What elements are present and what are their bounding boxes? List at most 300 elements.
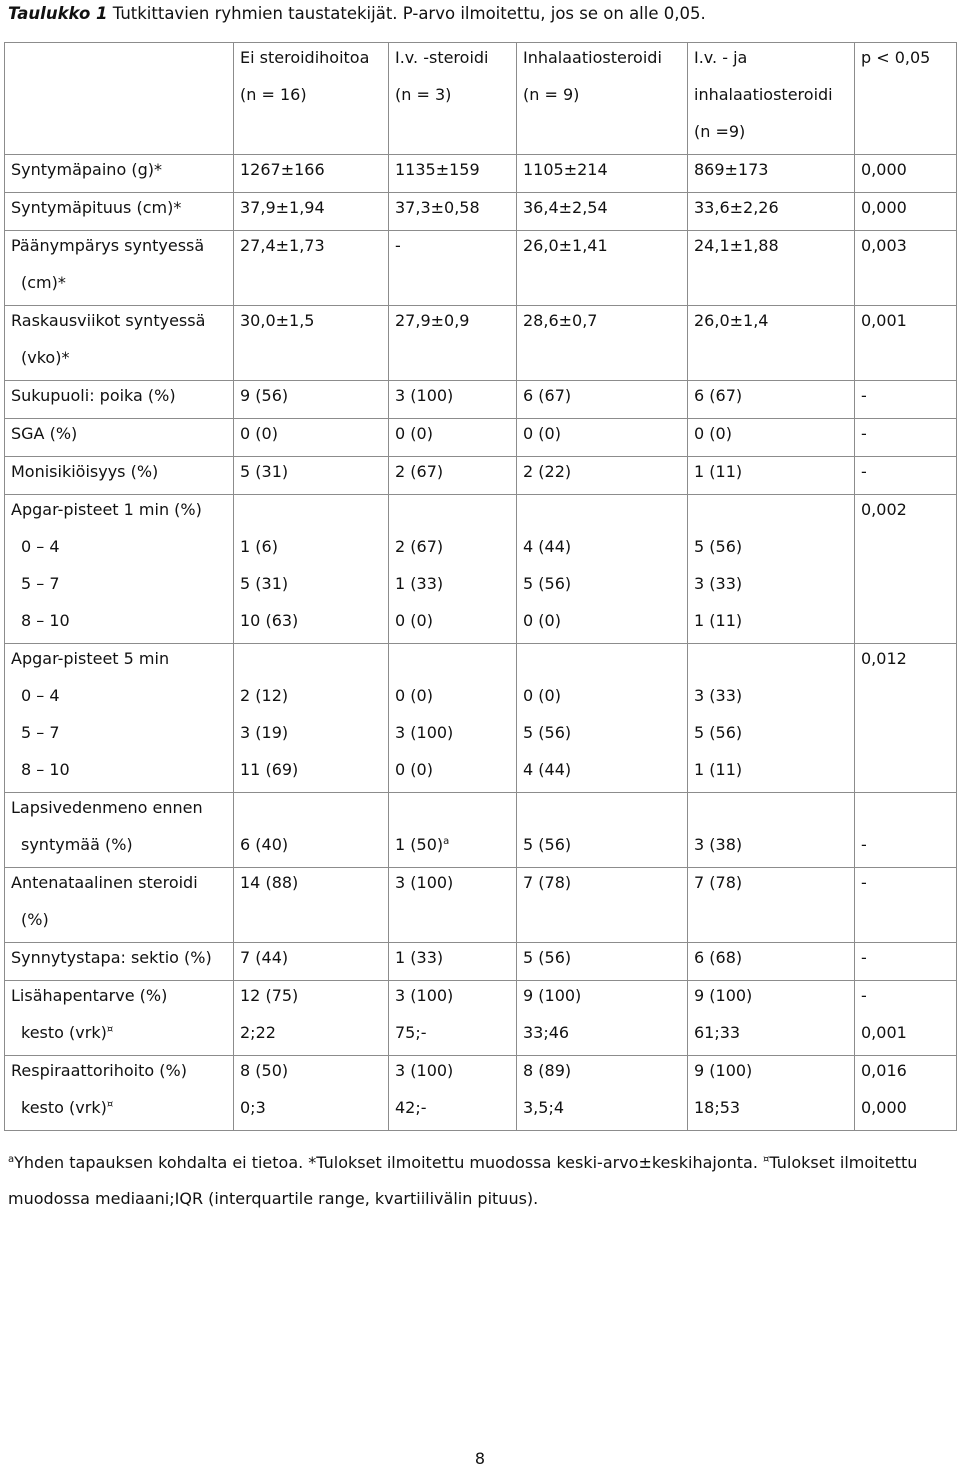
cell-value: 2 (22) [523,462,572,481]
cell-text [861,193,956,230]
table-row [5,155,957,193]
inhaled-steroid-cell [517,495,688,644]
cell-value: 5 (56) [523,948,572,967]
row-label-cell [5,1056,234,1131]
cell-text [11,193,233,230]
cell-text [11,231,233,268]
cell-text [395,830,516,867]
header-text: (n = 3) [395,85,452,104]
row-label-cell [5,644,234,793]
cell-value: 0,001 [861,1023,907,1042]
iv-and-inhaled-cell [688,306,855,381]
cell-text [694,419,854,456]
cell-value: - [861,873,867,892]
footnote-text: Yhden tapauksen kohdalta ei tietoa. *Tulokset ilmoitettu muodossa keski-arvo±keskihajonta. [14,1153,764,1172]
cell-text [240,457,388,494]
p-value-cell [855,155,957,193]
cell-value: (cm)* [21,273,66,292]
cell-value: 4 (44) [523,537,572,556]
p-value-cell [855,193,957,231]
cell-text [240,1093,388,1130]
cell-text [395,306,516,343]
cell-text [861,381,956,418]
cell-text [694,718,854,755]
iv-and-inhaled-cell [688,419,855,457]
cell-text [861,457,956,494]
iv-and-inhaled-cell [688,231,855,306]
iv-and-inhaled-cell [688,457,855,495]
table-row [5,495,957,644]
no-steroid-cell [234,495,389,644]
p-value-cell [855,793,957,868]
cell-value: 4 (44) [523,760,572,779]
cell-value: Päänympärys syntyessä [11,236,205,255]
cell-value: (vko)* [21,348,70,367]
cell-text [861,231,956,268]
no-steroid-cell [234,419,389,457]
row-label-cell [5,868,234,943]
row-label-cell [5,419,234,457]
p-value-cell [855,868,957,943]
cell-value: 6 (67) [523,386,572,405]
iv-steroid-cell [389,1056,517,1131]
no-steroid-cell [234,1056,389,1131]
cell-value: 1 (11) [694,611,743,630]
iv-steroid-cell [389,306,517,381]
cell-value: 5 (56) [523,574,572,593]
inhaled-steroid-cell [517,943,688,981]
cell-value: 869±173 [694,160,769,179]
cell-text [395,457,516,494]
cell-text [11,718,233,755]
cell-text [694,457,854,494]
iv-and-inhaled-cell [688,981,855,1056]
cell-value: 1 (33) [395,948,444,967]
cell-text [523,1093,687,1130]
inhaled-steroid-cell [517,457,688,495]
footnote-marker: ¤ [763,1154,770,1165]
cell-value: - [861,948,867,967]
cell-value: 7 (78) [523,873,572,892]
footnote-text: Tulokset ilmoitettu [769,1153,918,1172]
cell-text [694,830,854,867]
cell-text [861,830,956,867]
iv-steroid-cell [389,419,517,457]
header-col-p-value [855,43,957,155]
cell-value: 2;22 [240,1023,276,1042]
cell-value: - [861,424,867,443]
cell-value: 1135±159 [395,160,480,179]
cell-text [523,755,687,792]
cell-value: 1 (6) [240,537,278,556]
cell-text [395,644,516,681]
cell-text [523,644,687,681]
cell-text [694,381,854,418]
cell-text [523,381,687,418]
cell-text [395,569,516,606]
cell-text [240,231,388,268]
cell-value: 1 (50) [395,835,444,854]
iv-steroid-cell [389,155,517,193]
no-steroid-cell [234,868,389,943]
cell-text [11,495,233,532]
row-label-cell [5,495,234,644]
cell-text [694,532,854,569]
header-text: Ei steroidihoitoa [240,48,370,67]
cell-text [11,1018,233,1055]
header-text: (n =9) [694,122,746,141]
row-label-cell [5,193,234,231]
iv-steroid-cell [389,231,517,306]
cell-text [240,718,388,755]
iv-and-inhaled-cell [688,381,855,419]
cell-text [240,868,388,905]
cell-value: 3 (100) [395,873,454,892]
header-col-inhaled-steroid [517,43,688,155]
cell-text [11,569,233,606]
cell-value: (%) [21,910,49,929]
cell-value: 27,9±0,9 [395,311,470,330]
cell-text [11,868,233,905]
cell-value: Apgar-pisteet 5 min [11,649,170,668]
table-row [5,306,957,381]
header-text: I.v. - ja [694,48,748,67]
table-row [5,943,957,981]
cell-text [523,606,687,643]
cell-text [395,193,516,230]
cell-text [11,606,233,643]
row-label-cell [5,793,234,868]
footnote-marker: a [8,1154,15,1165]
header-text: I.v. -steroidi [395,48,489,67]
cell-value: Syntymäpituus (cm)* [11,198,182,217]
cell-value: 3 (100) [395,386,454,405]
cell-text [11,155,233,192]
cell-text [523,155,687,192]
inhaled-steroid-cell [517,306,688,381]
table-row [5,644,957,793]
cell-text [523,306,687,343]
cell-value: 1 (11) [694,760,743,779]
inhaled-steroid-cell [517,155,688,193]
cell-value: 1 (11) [694,462,743,481]
cell-value: 0,016 [861,1061,907,1080]
cell-text [240,606,388,643]
cell-text [240,306,388,343]
cell-value: 18;53 [694,1098,741,1117]
cell-text [694,495,854,532]
cell-value: 5 (56) [694,537,743,556]
inhaled-steroid-cell [517,793,688,868]
cell-text [694,981,854,1018]
inhaled-steroid-cell [517,193,688,231]
no-steroid-cell [234,193,389,231]
p-value-cell [855,644,957,793]
cell-value: 8 (89) [523,1061,572,1080]
cell-text [240,495,388,532]
table-footnote [8,1145,917,1217]
cell-value: 0,000 [861,160,907,179]
cell-text [11,830,233,867]
cell-text [694,1056,854,1093]
cell-text [694,306,854,343]
caption-text: Tutkittavien ryhmien taustatekijät. P-arvo ilmoitettu, jos se on alle 0,05. [107,4,706,23]
cell-text [523,231,687,268]
cell-text [11,1093,233,1130]
cell-text [395,718,516,755]
iv-steroid-cell [389,943,517,981]
cell-text [11,306,233,343]
header-text: inhalaatiosteroidi [694,85,833,104]
cell-value: 5 – 7 [21,574,60,593]
cell-text [523,793,687,830]
cell-value: 7 (78) [694,873,743,892]
cell-value: 0 (0) [395,686,433,705]
cell-value: Sukupuoli: poika (%) [11,386,176,405]
p-value-cell [855,419,957,457]
no-steroid-cell [234,306,389,381]
cell-text [694,943,854,980]
cell-text [523,943,687,980]
no-steroid-cell [234,381,389,419]
no-steroid-cell [234,981,389,1056]
cell-text [395,419,516,456]
cell-text [11,943,233,980]
table-row [5,419,957,457]
cell-text [861,644,956,681]
cell-value: - [861,835,867,854]
p-value-cell [855,981,957,1056]
cell-text [11,1056,233,1093]
iv-and-inhaled-cell [688,943,855,981]
cell-value: 0,012 [861,649,907,668]
cell-value: 42;- [395,1098,427,1117]
cell-value: 0 (0) [395,611,433,630]
cell-text [395,681,516,718]
cell-value: 5 (56) [523,835,572,854]
cell-value: 28,6±0,7 [523,311,598,330]
table-row [5,1056,957,1131]
p-value-cell [855,943,957,981]
footnote-marker: a [443,836,450,847]
cell-value: Monisikiöisyys (%) [11,462,159,481]
cell-value: 0,002 [861,500,907,519]
cell-text [523,718,687,755]
table-row [5,981,957,1056]
cell-text [11,644,233,681]
cell-text [523,532,687,569]
cell-value: 6 (68) [694,948,743,967]
cell-text [240,830,388,867]
cell-text [861,793,956,830]
cell-value: 6 (40) [240,835,289,854]
cell-value: 0 (0) [523,686,561,705]
cell-value: 1105±214 [523,160,608,179]
cell-text [240,155,388,192]
inhaled-steroid-cell [517,644,688,793]
inhaled-steroid-cell [517,231,688,306]
table-row [5,193,957,231]
inhaled-steroid-cell [517,381,688,419]
caption-label: Taulukko 1 [8,4,108,23]
cell-text [395,495,516,532]
cell-value: 26,0±1,41 [523,236,608,255]
cell-value: 8 (50) [240,1061,289,1080]
cell-text [395,868,516,905]
cell-text [11,793,233,830]
cell-value: 0 (0) [694,424,732,443]
iv-and-inhaled-cell [688,155,855,193]
cell-text [694,1093,854,1130]
cell-text [523,1056,687,1093]
cell-text [694,868,854,905]
cell-value: 30,0±1,5 [240,311,315,330]
cell-value: 0 (0) [523,611,561,630]
cell-text [240,943,388,980]
cell-value: Syntymäpaino (g)* [11,160,162,179]
cell-text [861,1093,956,1130]
footnote-line-1 [8,1145,917,1181]
cell-text [861,1056,956,1093]
cell-text [523,457,687,494]
cell-text [240,381,388,418]
cell-text [240,644,388,681]
table-row [5,457,957,495]
cell-text [395,1056,516,1093]
cell-text [240,532,388,569]
cell-value: 10 (63) [240,611,299,630]
cell-value: 9 (56) [240,386,289,405]
cell-text [523,419,687,456]
cell-text [240,681,388,718]
footnote-marker: ¤ [106,1024,114,1035]
cell-text [11,381,233,418]
cell-text [11,457,233,494]
cell-text [11,981,233,1018]
cell-text [240,793,388,830]
cell-text [861,1018,956,1055]
footnote-marker: ¤ [106,1099,114,1110]
table-row [5,231,957,306]
cell-text [861,155,956,192]
cell-text [861,419,956,456]
cell-text [694,155,854,192]
cell-text [395,155,516,192]
no-steroid-cell [234,943,389,981]
cell-value: 26,0±1,4 [694,311,769,330]
no-steroid-cell [234,793,389,868]
p-value-cell [855,495,957,644]
cell-text [523,193,687,230]
iv-and-inhaled-cell [688,495,855,644]
background-table [4,42,957,1131]
inhaled-steroid-cell [517,1056,688,1131]
cell-text [861,306,956,343]
page-number: 8 [474,1449,486,1468]
cell-text [395,793,516,830]
header-row [5,43,957,155]
cell-value: - [861,386,867,405]
iv-steroid-cell [389,381,517,419]
table-row [5,793,957,868]
iv-steroid-cell [389,193,517,231]
cell-value: 12 (75) [240,986,299,1005]
cell-text [694,1018,854,1055]
header-col-iv-steroid [389,43,517,155]
cell-value: 8 – 10 [21,760,70,779]
cell-text [240,569,388,606]
cell-text [694,755,854,792]
cell-text [240,981,388,1018]
header-col-iv-and-inhaled [688,43,855,155]
cell-value: 1 (33) [395,574,444,593]
header-col-no-steroid [234,43,389,155]
cell-value: 0 (0) [395,760,433,779]
inhaled-steroid-cell [517,419,688,457]
cell-value: 5 (56) [694,723,743,742]
p-value-cell [855,381,957,419]
cell-text [694,193,854,230]
p-value-cell [855,1056,957,1131]
cell-text [395,532,516,569]
cell-text [11,268,233,305]
cell-value: 37,3±0,58 [395,198,480,217]
cell-text [523,495,687,532]
iv-and-inhaled-cell [688,193,855,231]
cell-value: 0 (0) [523,424,561,443]
cell-value: 0 (0) [395,424,433,443]
cell-value: - [861,986,867,1005]
header-text: (n = 16) [240,85,307,104]
cell-value: 5 – 7 [21,723,60,742]
cell-text [523,681,687,718]
cell-text [395,755,516,792]
footnote-line-2: muodossa mediaani;IQR (interquartile range, kvartiilivälin pituus). [8,1189,539,1208]
cell-value: - [861,462,867,481]
cell-text [11,343,233,380]
header-text: Inhalaatiosteroidi [523,48,662,67]
cell-text [694,231,854,268]
cell-value: 5 (56) [523,723,572,742]
cell-value: kesto (vrk) [21,1023,107,1042]
cell-text [694,569,854,606]
cell-text [240,1018,388,1055]
cell-value: kesto (vrk) [21,1098,107,1117]
cell-value: 14 (88) [240,873,299,892]
row-label-cell [5,231,234,306]
cell-value: Lisähapentarve (%) [11,986,168,1005]
inhaled-steroid-cell [517,981,688,1056]
row-label-cell [5,457,234,495]
inhaled-steroid-cell [517,868,688,943]
cell-value: - [395,236,401,255]
cell-value: 0,003 [861,236,907,255]
cell-value: 0 – 4 [21,686,60,705]
cell-value: Lapsivedenmeno ennen [11,798,203,817]
iv-steroid-cell [389,457,517,495]
cell-text [694,681,854,718]
cell-text [395,943,516,980]
cell-text [523,569,687,606]
cell-text [240,755,388,792]
cell-value: syntymää (%) [21,835,133,854]
no-steroid-cell [234,457,389,495]
cell-value: 3 (19) [240,723,289,742]
cell-value: 2 (67) [395,462,444,481]
row-label-cell [5,306,234,381]
cell-value: 0,000 [861,1098,907,1117]
iv-steroid-cell [389,644,517,793]
